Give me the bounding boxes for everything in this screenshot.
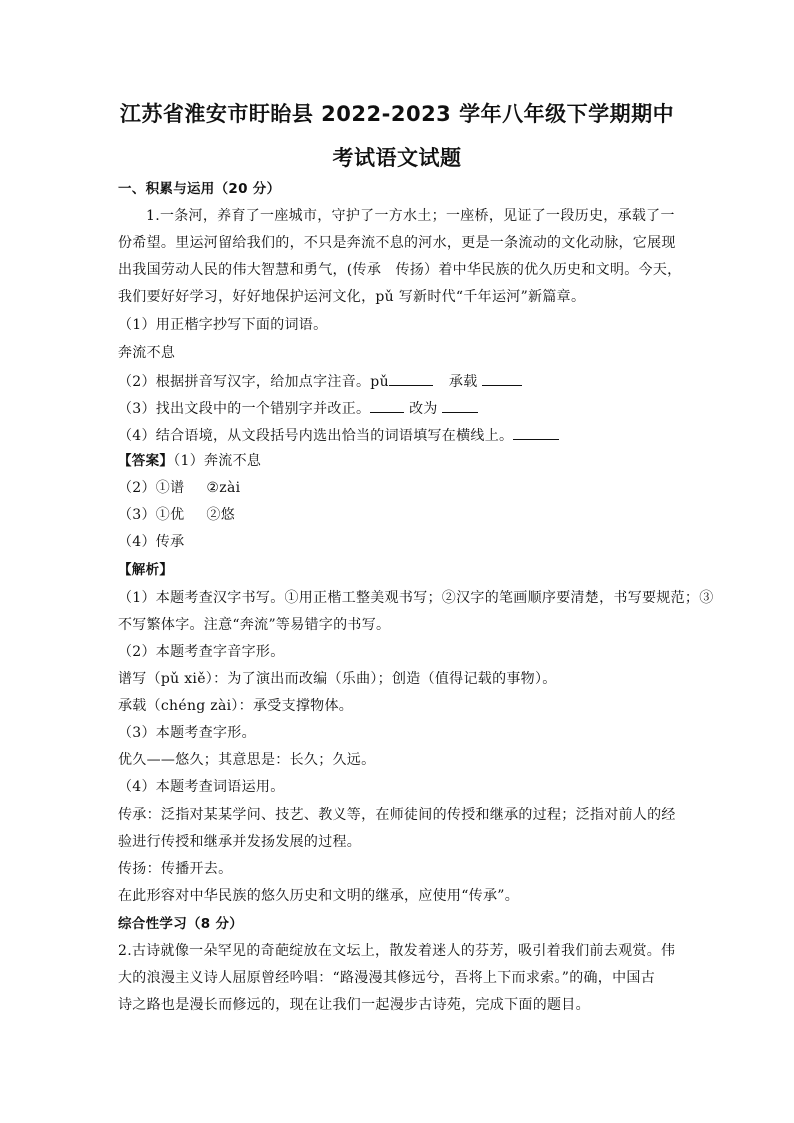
q1-sub4-text: （4）结合语境，从文段括号内选出恰当的词语填写在横线上。 <box>118 428 514 444</box>
analysis-line: （1）本题考查汉字书写。①用正楷工整美观书写；②汉字的笔画顺序要清楚，书写要规范；③ <box>118 590 714 606</box>
answer-label: 【答案】 <box>118 453 174 469</box>
analysis-line: 不写繁体字。注意“奔流”等易错字的书写。 <box>118 617 391 633</box>
analysis-line: 优久——悠久；其意思是：长久；久远。 <box>118 752 376 768</box>
q1-sub4 <box>118 425 688 445</box>
analysis-line: 传扬：传播开去。 <box>118 861 233 877</box>
analysis-line: 在此形容对中华民族的悠久历史和文明的继承，应使用“传承”。 <box>118 888 520 904</box>
q2-line: 2.古诗就像一朵罕见的奇葩绽放在文坛上，散发着迷人的芬芳，吸引着我们前去观赏。伟 <box>118 943 676 959</box>
q1-sub3-text: （3）找出文段中的一个错别字并改正。 <box>118 401 371 417</box>
answer-block <box>118 452 688 470</box>
q1-word: 奔流不息 <box>118 345 176 361</box>
q1-para-line: 我们要好好学习，好好地保护运河文化，pǔ 写新时代“千年运河”新篇章。 <box>118 289 586 305</box>
q1-sub3 <box>118 398 688 418</box>
analysis-line: 谱写（pǔ xiě）：为了演出而改编（乐曲）；创造（值得记载的事物）。 <box>118 671 557 687</box>
answer-blank[interactable] <box>482 371 522 386</box>
analysis-line: 承载（chéng zài）：承受支撑物体。 <box>118 698 354 714</box>
answer-3 <box>118 506 688 524</box>
answer-3b: ②悠 <box>206 507 236 523</box>
doc-title-line2: 考试语文试题 <box>332 146 462 170</box>
analysis-line: （4）本题考查词语运用。 <box>118 779 285 795</box>
answer-blank[interactable] <box>370 398 404 413</box>
q2-line: 大的浪漫主义诗人屈原曾经吟唱：“路漫漫其修远兮，吾将上下而求索。”的确，中国古 <box>118 970 656 986</box>
analysis-line: 验进行传授和继承并发扬发展的过程。 <box>118 834 362 850</box>
q1-sub2-text-b: 承载 <box>448 374 478 390</box>
q1-sub2-text: （2）根据拼音写汉字，给加点字注音。pǔ <box>118 374 389 390</box>
answer-blank[interactable] <box>389 371 433 386</box>
analysis-line: 传承：泛指对某某学问、技艺、教义等，在师徒间的传授和继承的过程；泛指对前人的经 <box>118 807 676 823</box>
analysis-label: 【解析】 <box>118 562 174 578</box>
doc-title-line1: 江苏省淮安市盱眙县 2022-2023 学年八年级下学期期中 <box>119 102 675 126</box>
q2-line: 诗之路也是漫长而修远的，现在让我们一起漫步古诗苑，完成下面的题目。 <box>118 997 590 1013</box>
analysis-line: （3）本题考查字形。 <box>118 725 256 741</box>
answer-2a: （2）①谱 <box>118 480 185 496</box>
q1-sub3-text-b: 改为 <box>409 401 438 417</box>
answer-2b: ②zài <box>206 480 241 496</box>
section1-heading: 一、积累与运用（20 分） <box>118 181 281 197</box>
section2-heading: 综合性学习（8 分） <box>118 916 244 932</box>
answer-1: （1）奔流不息 <box>173 453 262 469</box>
answer-2 <box>118 479 688 497</box>
answer-blank[interactable] <box>513 425 559 440</box>
answer-blank[interactable] <box>442 398 478 413</box>
answer-4: （4）传承 <box>118 534 185 550</box>
q1-sub1: （1）用正楷字抄写下面的词语。 <box>118 317 328 333</box>
answer-3a: （3）①优 <box>118 507 185 523</box>
analysis-line: （2）本题考查字音字形。 <box>118 644 285 660</box>
q1-para-line: 出我国劳动人民的伟大智慧和勇气，(传承 传扬）着中华民族的优久历史和文明。今天， <box>118 262 682 278</box>
q1-sub2 <box>118 371 688 391</box>
q1-para-line: 份希望。里运河留给我们的，不只是奔流不息的河水，更是一条流动的文化动脉，它展现 <box>118 235 676 251</box>
q1-para-line: 1.一条河，养育了一座城市，守护了一方水土；一座桥，见证了一段历史，承载了一 <box>146 208 675 224</box>
